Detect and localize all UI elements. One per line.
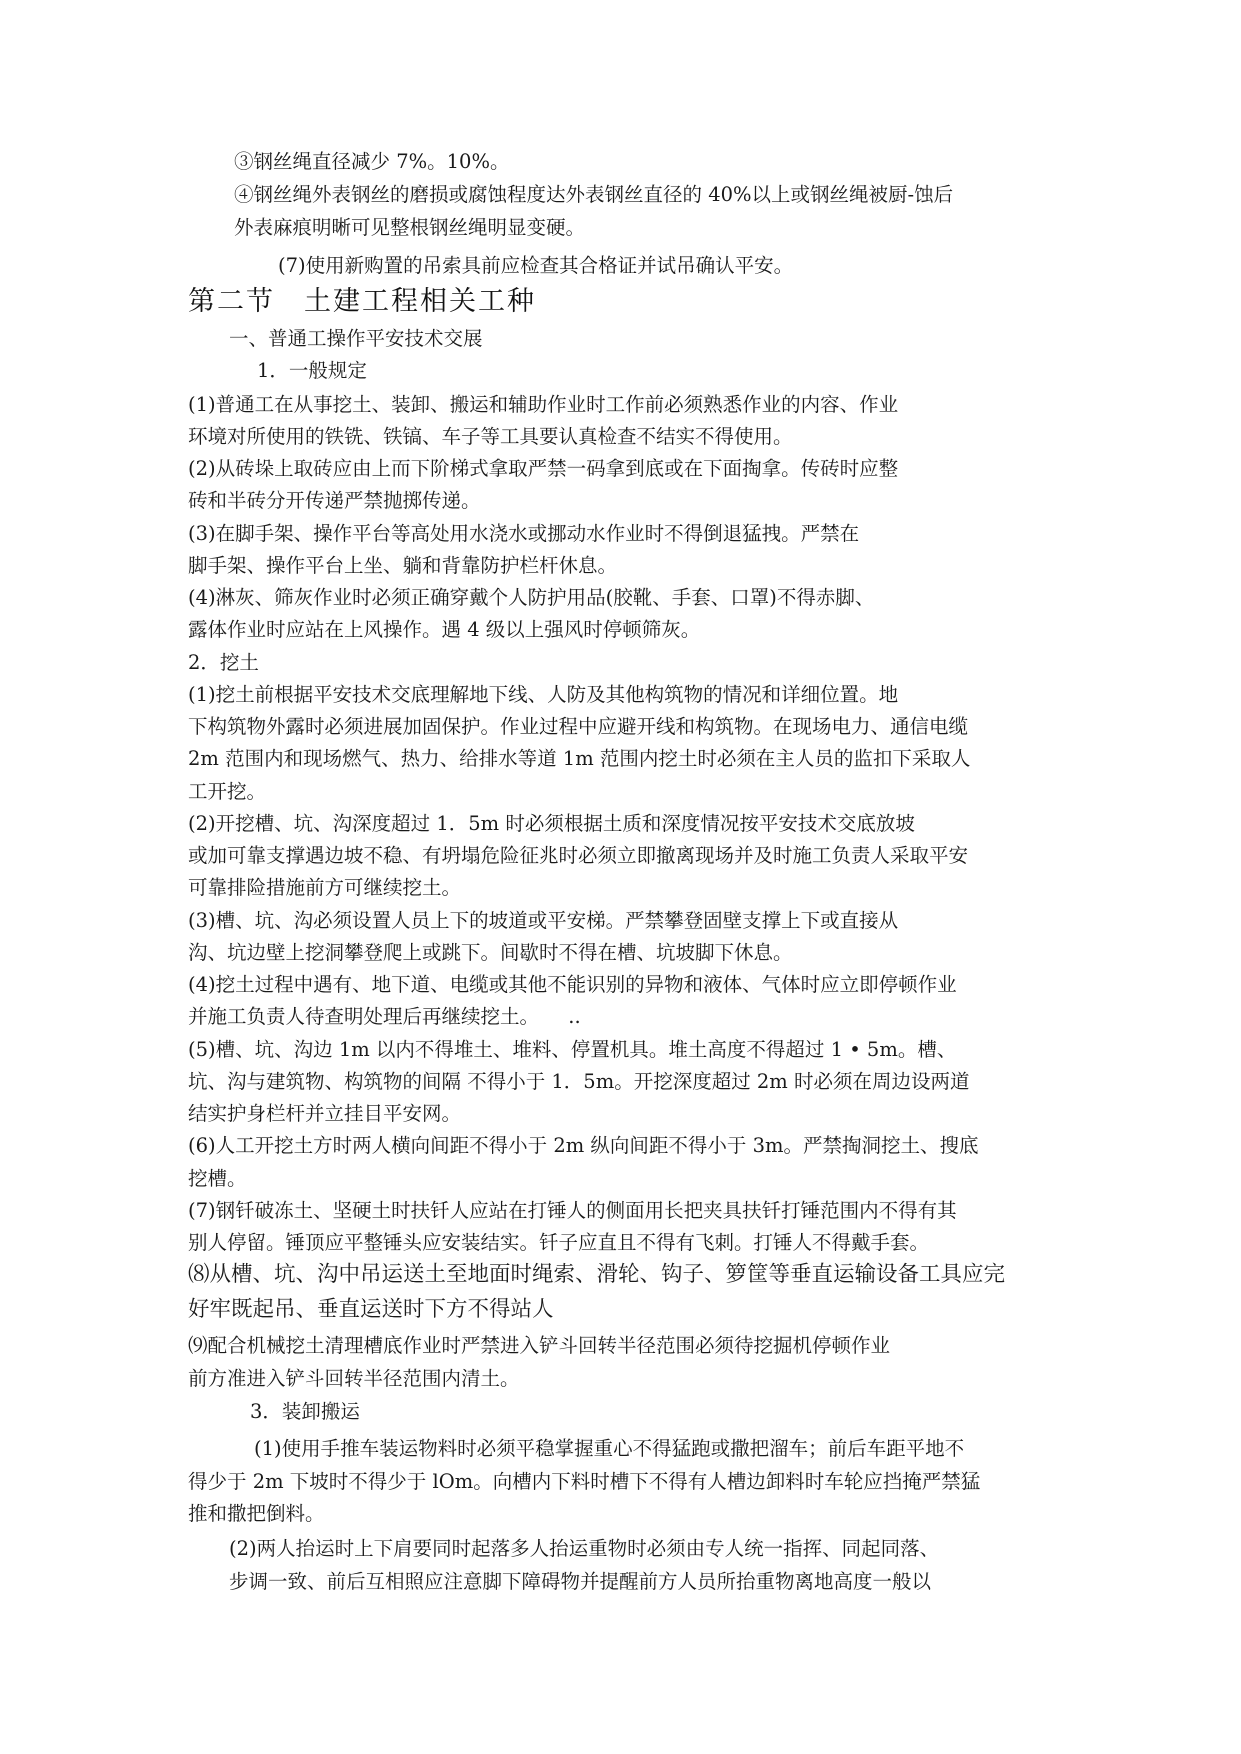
text-line: 结实护身栏杆并立挂目平安网。 <box>188 1102 462 1125</box>
text-line: (2)从砖垛上取砖应由上而下阶梯式拿取严禁一码拿到底或在下面掏拿。传砖时应整 <box>188 457 899 480</box>
text-line: (2)两人抬运时上下肩要同时起落多人抬运重物时必须由专人统一指挥、同起同落、 <box>229 1537 940 1560</box>
item-heading: 3．装卸搬运 <box>250 1400 360 1423</box>
text-line: (4)淋灰、筛灰作业时必须正确穿戴个人防护用品(胶靴、手套、口罩)不得赤脚、 <box>188 586 875 609</box>
text-line: (7)使用新购置的吊索具前应检查其合格证并试吊确认平安。 <box>278 254 794 277</box>
item-heading: 2．挖土 <box>188 651 259 674</box>
text-line: (5)槽、坑、沟边 1m 以内不得堆土、堆料、停置机具。堆土高度不得超过 1 • 5m。槽、 <box>188 1038 957 1061</box>
text-line: 砖和半砖分开传递严禁抛掷传递。 <box>188 489 481 512</box>
text-line: 前方准进入铲斗回转半径范围内清土。 <box>188 1367 520 1390</box>
text-line: 步调一致、前后互相照应注意脚下障碍物并提醒前方人员所抬重物离地高度一般以 <box>229 1570 932 1593</box>
text-line: 好牢既起吊、垂直运送时下方不得站人 <box>188 1297 554 1322</box>
text-line: 挖槽。 <box>188 1167 247 1190</box>
section-heading: 第二节 土建工程相关工种 <box>188 286 536 317</box>
text-line: ④钢丝绳外表钢丝的磨损或腐蚀程度达外表钢丝直径的 40%以上或钢丝绳被厨-蚀后 <box>234 183 954 206</box>
text-line: (7)钢钎破冻土、坚硬土时扶钎人应站在打锤人的侧面用长把夹具扶钎打锤范围内不得有其 <box>188 1199 957 1222</box>
subsection-heading: 一、普通工操作平安技术交展 <box>229 327 483 350</box>
text-line: 或加可靠支撑遇边坡不稳、有坍塌危险征兆时必须立即撤离现场并及时施工负责人采取平安 <box>188 844 969 867</box>
text-line: 2m 范围内和现场燃气、热力、给排水等道 1m 范围内挖土时必须在主人员的监扣下采取人 <box>188 747 971 770</box>
item-heading: 1．一般规定 <box>257 359 367 382</box>
text-line: (4)挖土过程中遇有、地下道、电缆或其他不能识别的异物和液体、气体时应立即停顿作业 <box>188 973 957 996</box>
text-line: 别人停留。锤顶应平整锤头应安装结实。钎子应直且不得有飞刺。打锤人不得戴手套。 <box>188 1231 930 1254</box>
text-line: 工开挖。 <box>188 780 267 803</box>
text-line: 推和撒把倒料。 <box>188 1502 325 1525</box>
text-line: 得少于 2m 下坡时不得少于 lOm。向槽内下料时槽下不得有人槽边卸料时车轮应挡掩严禁猛 <box>188 1470 981 1493</box>
text-line: 沟、坑边壁上挖洞攀登爬上或跳下。间歇时不得在槽、坑坡脚下休息。 <box>188 941 793 964</box>
text-line: (2)开挖槽、坑、沟深度超过 1．5m 时必须根据土质和深度情况按平安技术交底放坡 <box>188 812 915 835</box>
text-line: (1)使用手推车装运物料时必须平稳掌握重心不得猛跑或撒把溜车；前后车距平地不 <box>254 1437 965 1460</box>
text-line: 并施工负责人待查明处理后再继续挖土。 .. <box>188 1005 581 1028</box>
text-line: 外表麻痕明晰可见整根钢丝绳明显变硬。 <box>234 216 586 239</box>
text-line: 环境对所使用的铁铣、铁镐、车子等工具要认真检查不结实不得使用。 <box>188 425 793 448</box>
text-line: ③钢丝绳直径减少 7%。10%。 <box>234 150 510 173</box>
text-line: 坑、沟与建筑物、构筑物的间隔 不得小于 1．5m。开挖深度超过 2m 时必须在周边设两道 <box>188 1070 970 1093</box>
text-line: (1)普通工在从事挖土、装卸、搬运和辅助作业时工作前必须熟悉作业的内容、作业 <box>188 393 899 416</box>
text-line: 可靠排险措施前方可继续挖土。 <box>188 876 462 899</box>
text-line: 脚手架、操作平台上坐、躺和背靠防护栏杆休息。 <box>188 554 618 577</box>
text-line: (6)人工开挖土方时两人横向间距不得小于 2m 纵向间距不得小于 3m。严禁掏洞挖土、搜底 <box>188 1134 979 1157</box>
text-line: ⑼配合机械挖土清理槽底作业时严禁进入铲斗回转半径范围必须待挖掘机停顿作业 <box>188 1334 891 1357</box>
text-line: 下构筑物外露时必须进展加固保护。作业过程中应避开线和构筑物。在现场电力、通信电缆 <box>188 715 969 738</box>
text-line: (1)挖土前根据平安技术交底理解地下线、人防及其他构筑物的情况和详细位置。地 <box>188 683 899 706</box>
text-line: ⑻从槽、坑、沟中吊运送土至地面时绳索、滑轮、钩子、箩筐等垂直运输设备工具应完 <box>188 1262 1006 1287</box>
text-line: (3)在脚手架、操作平台等高处用水浇水或挪动水作业时不得倒退猛拽。严禁在 <box>188 522 860 545</box>
text-line: (3)槽、坑、沟必须设置人员上下的坡道或平安梯。严禁攀登固壁支撑上下或直接从 <box>188 909 899 932</box>
text-line: 露体作业时应站在上风操作。遇 4 级以上强风时停顿筛灰。 <box>188 618 701 641</box>
